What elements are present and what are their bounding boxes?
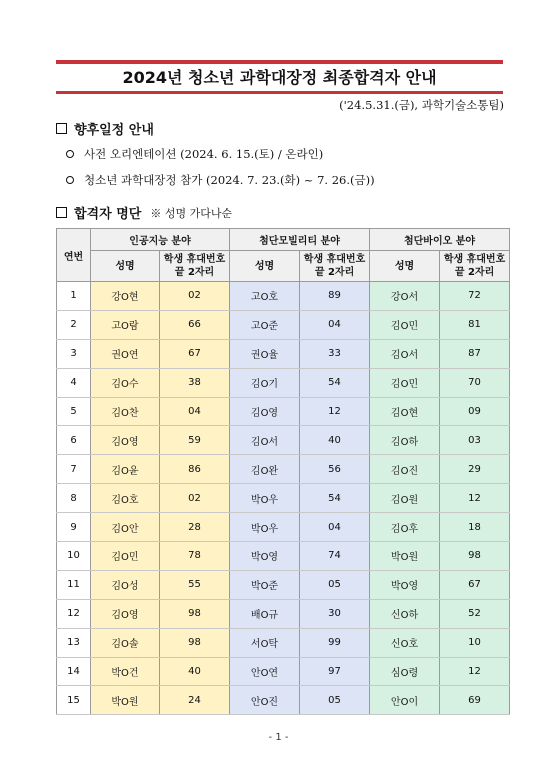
phone-last-digits: 72: [440, 282, 510, 311]
student-name: 김O완: [230, 455, 300, 484]
document-title: 2024년 청소년 과학대장정 최종합격자 안내: [122, 68, 437, 87]
phone-last-digits: 05: [300, 570, 370, 599]
phone-last-digits: 18: [440, 513, 510, 542]
table-row: [57, 282, 510, 311]
row-number: 11: [57, 570, 91, 599]
table-row: [57, 686, 510, 715]
section-schedule-heading: [56, 119, 154, 138]
phone-last-digits: 03: [440, 426, 510, 455]
col-header-phone: 학생 휴대번호 끝 2자리: [440, 251, 510, 282]
schedule-item-text: 청소년 과학대장정 참가 (2024. 7. 23.(화) ~ 7. 26.(금)): [84, 173, 375, 187]
phone-last-digits: 97: [300, 657, 370, 686]
student-name: 김O민: [370, 310, 440, 339]
col-header-phone: 학생 휴대번호 끝 2자리: [300, 251, 370, 282]
table-row: [57, 426, 510, 455]
phone-last-digits: 69: [440, 686, 510, 715]
phone-last-digits: 02: [160, 484, 230, 513]
student-name: 김O현: [370, 397, 440, 426]
student-name: 신O호: [370, 628, 440, 657]
phone-last-digits: 52: [440, 599, 510, 628]
phone-last-digits: 33: [300, 339, 370, 368]
row-number: 4: [57, 368, 91, 397]
student-name: 김O원: [370, 484, 440, 513]
row-number: 8: [57, 484, 91, 513]
row-number: 6: [57, 426, 91, 455]
student-name: 김O영: [230, 397, 300, 426]
student-name: 고O호: [230, 282, 300, 311]
col-header-number: 연번: [57, 229, 91, 282]
schedule-item: [66, 146, 323, 162]
phone-last-digits: 67: [440, 570, 510, 599]
col-header-name: 성명: [230, 251, 300, 282]
table-row: [57, 397, 510, 426]
student-name: 배O규: [230, 599, 300, 628]
phone-last-digits: 24: [160, 686, 230, 715]
row-number: 10: [57, 542, 91, 571]
page-number: - 1 -: [268, 732, 289, 743]
table-row: [57, 368, 510, 397]
table-row: [57, 599, 510, 628]
row-number: 12: [57, 599, 91, 628]
row-number: 7: [57, 455, 91, 484]
table-row: [57, 542, 510, 571]
student-name: 김O서: [230, 426, 300, 455]
table-row: [57, 339, 510, 368]
student-name: 안O진: [230, 686, 300, 715]
group-header-ai: 인공지능 분야: [91, 229, 230, 251]
phone-last-digits: 99: [300, 628, 370, 657]
row-number: 9: [57, 513, 91, 542]
section-passers-heading: [56, 203, 232, 222]
student-name: 김O후: [370, 513, 440, 542]
phone-last-digits: 98: [160, 599, 230, 628]
phone-last-digits: 12: [300, 397, 370, 426]
student-name: 김O하: [370, 426, 440, 455]
phone-last-digits: 04: [300, 310, 370, 339]
row-number: 14: [57, 657, 91, 686]
phone-last-digits: 29: [440, 455, 510, 484]
table-row: [57, 628, 510, 657]
phone-last-digits: 98: [160, 628, 230, 657]
circle-bullet-icon: [66, 150, 74, 158]
student-name: 권O연: [91, 339, 160, 368]
student-name: 김O성: [91, 570, 160, 599]
student-name: 김O솔: [91, 628, 160, 657]
circle-bullet-icon: [66, 176, 74, 184]
col-header-phone: 학생 휴대번호 끝 2자리: [160, 251, 230, 282]
col-header-name: 성명: [370, 251, 440, 282]
row-number: 5: [57, 397, 91, 426]
table-row: [57, 657, 510, 686]
student-name: 안O이: [370, 686, 440, 715]
student-name: 김O찬: [91, 397, 160, 426]
student-name: 고O준: [230, 310, 300, 339]
student-name: 김O윤: [91, 455, 160, 484]
passers-table: [56, 228, 510, 715]
phone-last-digits: 54: [300, 368, 370, 397]
phone-last-digits: 89: [300, 282, 370, 311]
student-name: 김O기: [230, 368, 300, 397]
student-name: 박O원: [91, 686, 160, 715]
phone-last-digits: 04: [160, 397, 230, 426]
col-header-name: 성명: [91, 251, 160, 282]
phone-last-digits: 30: [300, 599, 370, 628]
row-number: 13: [57, 628, 91, 657]
student-name: 권O율: [230, 339, 300, 368]
phone-last-digits: 54: [300, 484, 370, 513]
student-name: 심O령: [370, 657, 440, 686]
phone-last-digits: 67: [160, 339, 230, 368]
student-name: 강O서: [370, 282, 440, 311]
table-row: [57, 310, 510, 339]
phone-last-digits: 04: [300, 513, 370, 542]
phone-last-digits: 66: [160, 310, 230, 339]
table-row: [57, 570, 510, 599]
group-header-bio: 첨단바이오 분야: [370, 229, 510, 251]
student-name: 안O연: [230, 657, 300, 686]
group-header-mobility: 첨단모빌리티 분야: [230, 229, 370, 251]
student-name: 김O안: [91, 513, 160, 542]
table-row: [57, 484, 510, 513]
section-schedule-title: 향후일정 안내: [74, 123, 154, 138]
student-name: 박O우: [230, 513, 300, 542]
row-number: 3: [57, 339, 91, 368]
phone-last-digits: 59: [160, 426, 230, 455]
title-bottom-rule: [56, 91, 503, 94]
phone-last-digits: 12: [440, 657, 510, 686]
phone-last-digits: 38: [160, 368, 230, 397]
row-number: 2: [57, 310, 91, 339]
student-name: 강O현: [91, 282, 160, 311]
table-row: [57, 455, 510, 484]
phone-last-digits: 10: [440, 628, 510, 657]
student-name: 김O호: [91, 484, 160, 513]
sort-note: ※ 성명 가다나순: [150, 206, 233, 220]
row-number: 15: [57, 686, 91, 715]
phone-last-digits: 40: [160, 657, 230, 686]
phone-last-digits: 12: [440, 484, 510, 513]
phone-last-digits: 40: [300, 426, 370, 455]
student-name: 김O영: [91, 426, 160, 455]
row-number: 1: [57, 282, 91, 311]
title-top-rule: [56, 60, 503, 64]
phone-last-digits: 09: [440, 397, 510, 426]
section-passers-title: 합격자 명단: [74, 207, 142, 222]
student-name: 박O우: [230, 484, 300, 513]
student-name: 김O수: [91, 368, 160, 397]
student-name: 김O서: [370, 339, 440, 368]
checkbox-square-icon: [56, 123, 67, 134]
student-name: 서O탁: [230, 628, 300, 657]
phone-last-digits: 74: [300, 542, 370, 571]
phone-last-digits: 28: [160, 513, 230, 542]
phone-last-digits: 87: [440, 339, 510, 368]
phone-last-digits: 78: [160, 542, 230, 571]
student-name: 김O진: [370, 455, 440, 484]
student-name: 고O람: [91, 310, 160, 339]
table-row: [57, 513, 510, 542]
student-name: 김O영: [91, 599, 160, 628]
student-name: 김O민: [91, 542, 160, 571]
student-name: 박O원: [370, 542, 440, 571]
phone-last-digits: 86: [160, 455, 230, 484]
phone-last-digits: 56: [300, 455, 370, 484]
student-name: 박O준: [230, 570, 300, 599]
student-name: 박O건: [91, 657, 160, 686]
phone-last-digits: 70: [440, 368, 510, 397]
phone-last-digits: 81: [440, 310, 510, 339]
phone-last-digits: 05: [300, 686, 370, 715]
schedule-item-text: 사전 오리엔테이션 (2024. 6. 15.(토) / 온라인): [84, 147, 324, 161]
student-name: 김O민: [370, 368, 440, 397]
issue-date: ('24.5.31.(금), 과학기술소통팀): [339, 98, 504, 112]
phone-last-digits: 55: [160, 570, 230, 599]
student-name: 신O하: [370, 599, 440, 628]
schedule-item: [66, 172, 375, 188]
phone-last-digits: 02: [160, 282, 230, 311]
phone-last-digits: 98: [440, 542, 510, 571]
student-name: 박O영: [230, 542, 300, 571]
student-name: 박O영: [370, 570, 440, 599]
checkbox-square-icon: [56, 207, 67, 218]
